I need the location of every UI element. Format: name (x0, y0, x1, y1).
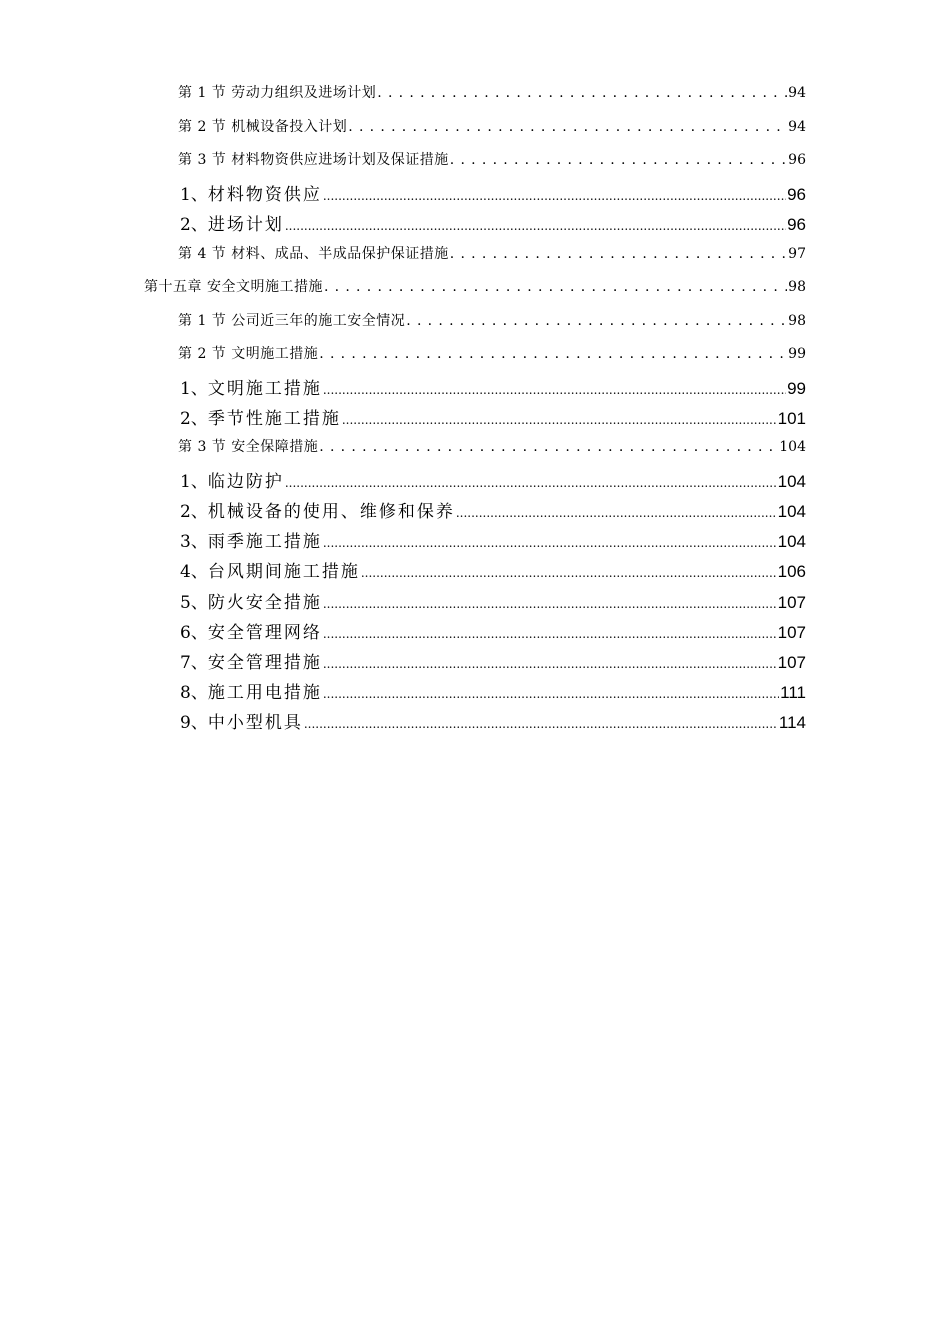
dot-leader (323, 653, 777, 673)
toc-entry-page: 98 (788, 279, 806, 295)
toc-entry-page: 98 (788, 313, 806, 329)
toc-entry[interactable] (180, 557, 806, 582)
dot-leader (323, 683, 779, 703)
dot-leader (348, 119, 787, 136)
toc-entry-title: 第 4 节 材料、成品、半成品保护保证措施 (178, 246, 449, 262)
toc-entry-title: 中小型机具 (207, 713, 303, 733)
toc-entry-title: 文明施工措施 (207, 379, 322, 399)
toc-entry-page: 96 (788, 152, 806, 168)
toc-entry-index: 6、 (180, 623, 208, 643)
toc-entry-page: 104 (779, 439, 806, 455)
dot-leader (342, 409, 777, 429)
toc-entry[interactable] (144, 276, 806, 296)
toc-entry-index: 2、 (180, 502, 208, 522)
toc-entry-page: 94 (788, 85, 806, 101)
dot-leader (285, 215, 786, 235)
toc-entry-page: 107 (777, 653, 806, 672)
toc-entry-title: 安全管理网络 (207, 623, 322, 643)
toc-entry[interactable] (178, 436, 806, 456)
toc-entry-title: 第 3 节 安全保障措施 (178, 439, 319, 455)
toc-entry-page: 107 (777, 623, 806, 642)
toc-entry-title: 第十五章 安全文明施工措施 (144, 279, 323, 295)
toc-entry-index: 8、 (180, 683, 208, 703)
toc-entry-title: 防火安全措施 (207, 593, 322, 613)
dot-leader (323, 623, 777, 643)
toc-entry-title: 第 2 节 机械设备投入计划 (178, 119, 348, 135)
toc-entry[interactable] (180, 527, 806, 552)
toc-entry-page: 99 (787, 379, 806, 398)
toc-entry-page: 104 (777, 502, 806, 521)
toc-entry-title: 材料物资供应 (207, 185, 322, 205)
toc-entry-title: 第 1 节 劳动力组织及进场计划 (178, 85, 377, 101)
toc-entry[interactable] (178, 116, 806, 136)
toc-entry-page: 111 (780, 683, 806, 702)
toc-entry[interactable] (180, 467, 806, 492)
toc-entry[interactable] (180, 588, 806, 613)
toc-entry[interactable] (180, 618, 806, 643)
dot-leader (323, 532, 777, 552)
toc-entry-title: 台风期间施工措施 (207, 562, 360, 582)
toc-entry-page: 106 (777, 562, 806, 581)
toc-entry-index: 1、 (180, 379, 208, 399)
toc-entry-title: 安全管理措施 (207, 653, 322, 673)
toc-entry-index: 2、 (180, 215, 208, 235)
toc-entry-index: 5、 (180, 593, 208, 613)
toc-entry-index: 3、 (180, 532, 208, 552)
toc-entry-page: 107 (777, 593, 806, 612)
dot-leader (319, 439, 778, 456)
toc-entry-page: 104 (777, 472, 806, 491)
dot-leader (324, 279, 787, 296)
toc-entry-page: 114 (778, 713, 806, 732)
toc-entry-page: 94 (788, 119, 806, 135)
toc-entry[interactable] (178, 243, 806, 263)
dot-leader (450, 246, 787, 263)
dot-leader (319, 346, 787, 363)
dot-leader (323, 185, 786, 205)
toc-entry[interactable] (180, 648, 806, 673)
toc-entry-page: 101 (777, 409, 806, 428)
dot-leader (377, 85, 787, 102)
dot-leader (456, 502, 777, 522)
toc-entry-title: 第 2 节 文明施工措施 (178, 346, 319, 362)
dot-leader (323, 593, 777, 613)
toc-entry[interactable] (180, 180, 806, 205)
toc-entry-page: 96 (787, 215, 806, 234)
toc-entry[interactable] (180, 374, 806, 399)
toc-entry-title: 临边防护 (207, 472, 284, 492)
toc-entry-title: 机械设备的使用、维修和保养 (207, 502, 455, 522)
toc-entry[interactable] (178, 149, 806, 169)
toc-entry[interactable] (178, 310, 806, 330)
toc-entry-index: 1、 (180, 472, 208, 492)
toc-entry-index: 2、 (180, 409, 208, 429)
toc-entry-title: 雨季施工措施 (207, 532, 322, 552)
toc-entry-page: 99 (788, 346, 806, 362)
toc-entry-page: 96 (787, 185, 806, 204)
toc-entry[interactable] (180, 497, 806, 522)
dot-leader (304, 713, 778, 733)
dot-leader (361, 562, 777, 582)
dot-leader (450, 152, 787, 169)
toc-entry-title: 进场计划 (207, 215, 284, 235)
toc-entry-index: 4、 (180, 562, 208, 582)
toc-entry[interactable] (180, 678, 806, 703)
toc-entry-index: 9、 (180, 713, 208, 733)
toc-entry[interactable] (180, 708, 806, 733)
dot-leader (285, 472, 777, 492)
toc-entry[interactable] (180, 210, 806, 235)
toc-entry-index: 1、 (180, 185, 208, 205)
toc-entry[interactable] (178, 82, 806, 102)
toc-entry-page: 97 (788, 246, 806, 262)
toc-entry-page: 104 (777, 532, 806, 551)
toc-entry-index: 7、 (180, 653, 208, 673)
toc-entry-title: 第 1 节 公司近三年的施工安全情况 (178, 313, 406, 329)
toc-entry[interactable] (180, 404, 806, 429)
dot-leader (406, 313, 787, 330)
toc-entry[interactable] (178, 343, 806, 363)
dot-leader (323, 379, 786, 399)
toc-entry-title: 季节性施工措施 (207, 409, 341, 429)
toc-entry-title: 第 3 节 材料物资供应进场计划及保证措施 (178, 152, 449, 168)
toc-entry-title: 施工用电措施 (207, 683, 322, 703)
